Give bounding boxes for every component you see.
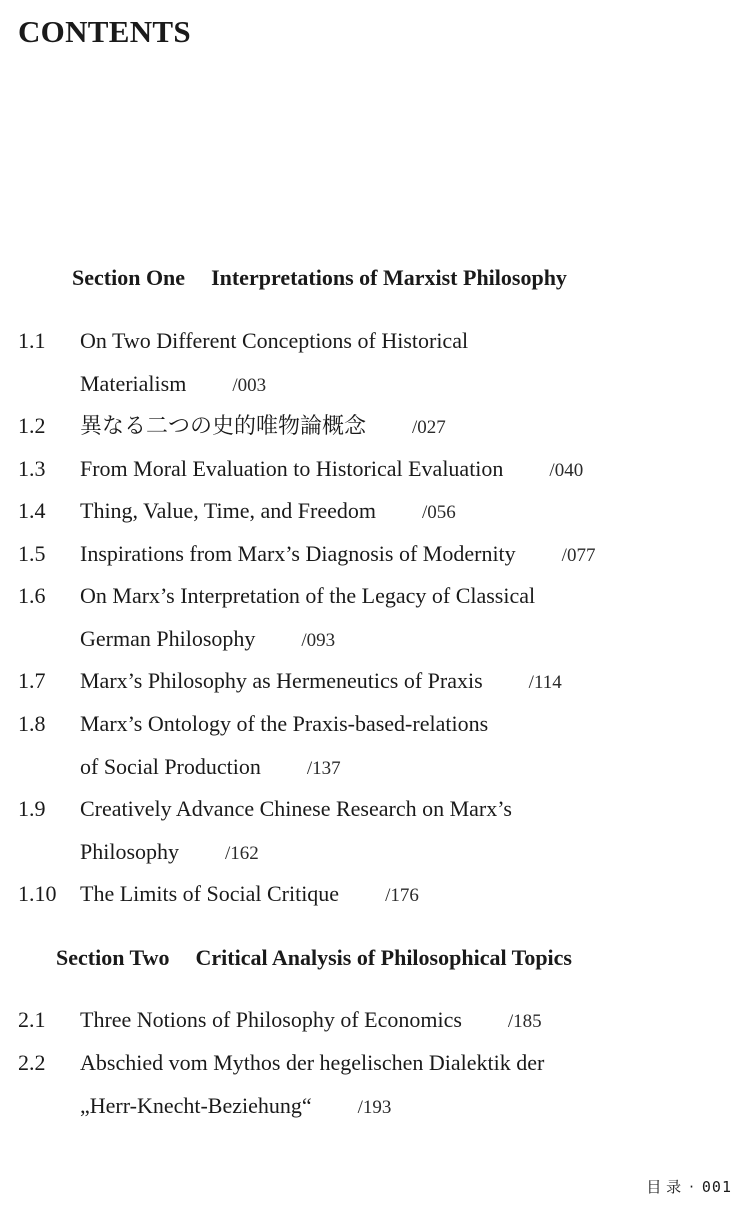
entry-number: 1.8	[18, 711, 46, 736]
entry-page-number: /114	[528, 672, 562, 693]
entry-number: 1.1	[18, 328, 46, 353]
section-label: Section Two	[56, 945, 170, 970]
entry-page-number: /137	[306, 757, 341, 779]
toc-entry-1-5[interactable]	[18, 533, 730, 578]
entry-page-number: /176	[385, 885, 419, 906]
page-title: CONTENTS	[18, 14, 191, 49]
section-title: Critical Analysis of Philosophical Topics	[195, 945, 572, 970]
toc-entry-1-1[interactable]	[18, 320, 730, 407]
toc-entry-2-2[interactable]	[18, 1042, 730, 1129]
footer-label: 目 录	[646, 1178, 682, 1196]
entry-title-line: Inspirations from Marx’s Diagnosis of Modernity	[80, 541, 516, 566]
entry-page-number: /077	[561, 545, 596, 566]
entry-page-number: /040	[549, 460, 584, 481]
entry-title-line: Three Notions of Philosophy of Economics	[80, 1007, 462, 1032]
toc-entry-1-6[interactable]	[18, 575, 730, 662]
section-title: Interpretations of Marxist Philosophy	[211, 265, 567, 290]
toc-entry-1-9[interactable]	[18, 788, 730, 875]
toc-entry-1-10[interactable]	[18, 873, 730, 918]
entry-page-number: /056	[421, 502, 456, 523]
entry-page-number: /185	[507, 1011, 542, 1032]
entry-title-line: Abschied vom Mythos der hegelischen Dialektik der	[80, 1050, 545, 1075]
toc-entry-1-8[interactable]	[18, 703, 730, 790]
toc-entry-1-7[interactable]	[18, 660, 730, 705]
entry-number: 1.3	[18, 456, 46, 481]
entry-number: 2.2	[18, 1050, 46, 1075]
entry-number: 1.7	[18, 668, 46, 693]
page-footer	[646, 1176, 732, 1197]
toc-entry-2-1[interactable]	[18, 999, 730, 1044]
toc-entry-1-3[interactable]	[18, 448, 730, 493]
entry-title-line: Thing, Value, Time, and Freedom	[80, 498, 376, 523]
section-label: Section One	[72, 265, 186, 290]
entry-title-line: „Herr-Knecht-Beziehung“	[80, 1092, 312, 1118]
entry-title-line: On Marx’s Interpretation of the Legacy of Classical	[80, 583, 536, 608]
entry-title-line: of Social Production	[80, 753, 261, 779]
entry-page-number: /027	[412, 417, 446, 438]
entry-title-line: On Two Different Conceptions of Historical	[80, 328, 469, 353]
entry-page-number: /003	[232, 374, 267, 396]
entry-title-line: The Limits of Social Critique	[80, 881, 340, 906]
entry-number: 2.1	[18, 1007, 46, 1032]
toc-entry-1-4[interactable]	[18, 490, 730, 535]
entry-title-line: Marx’s Ontology of the Praxis-based-relations	[80, 711, 489, 736]
entry-number: 1.10	[18, 881, 57, 906]
entry-title-line: Marx’s Philosophy as Hermeneutics of Praxis	[80, 668, 483, 693]
toc-entry-1-2[interactable]	[18, 405, 730, 450]
entry-title-line: Philosophy	[80, 838, 180, 864]
entry-number: 1.5	[18, 541, 46, 566]
entry-title-line: Creatively Advance Chinese Research on Marx’s	[80, 796, 512, 821]
entry-page-number: /193	[357, 1096, 392, 1118]
section-two-heading	[56, 945, 572, 971]
entry-page-number: /093	[301, 629, 336, 651]
entry-title-line: 異なる二つの史的唯物論概念	[80, 413, 367, 438]
section-one-heading	[72, 265, 567, 291]
entry-title-line: Materialism	[80, 370, 187, 396]
entry-number: 1.4	[18, 498, 46, 523]
footer-page-number: 001	[701, 1178, 732, 1196]
entry-number: 1.2	[18, 413, 46, 438]
entry-title-line: German Philosophy	[80, 625, 256, 651]
entry-number: 1.9	[18, 796, 46, 821]
footer-separator: ·	[689, 1178, 694, 1196]
entry-page-number: /162	[225, 842, 259, 864]
entry-number: 1.6	[18, 583, 46, 608]
entry-title-line: From Moral Evaluation to Historical Evaluation	[80, 456, 504, 481]
